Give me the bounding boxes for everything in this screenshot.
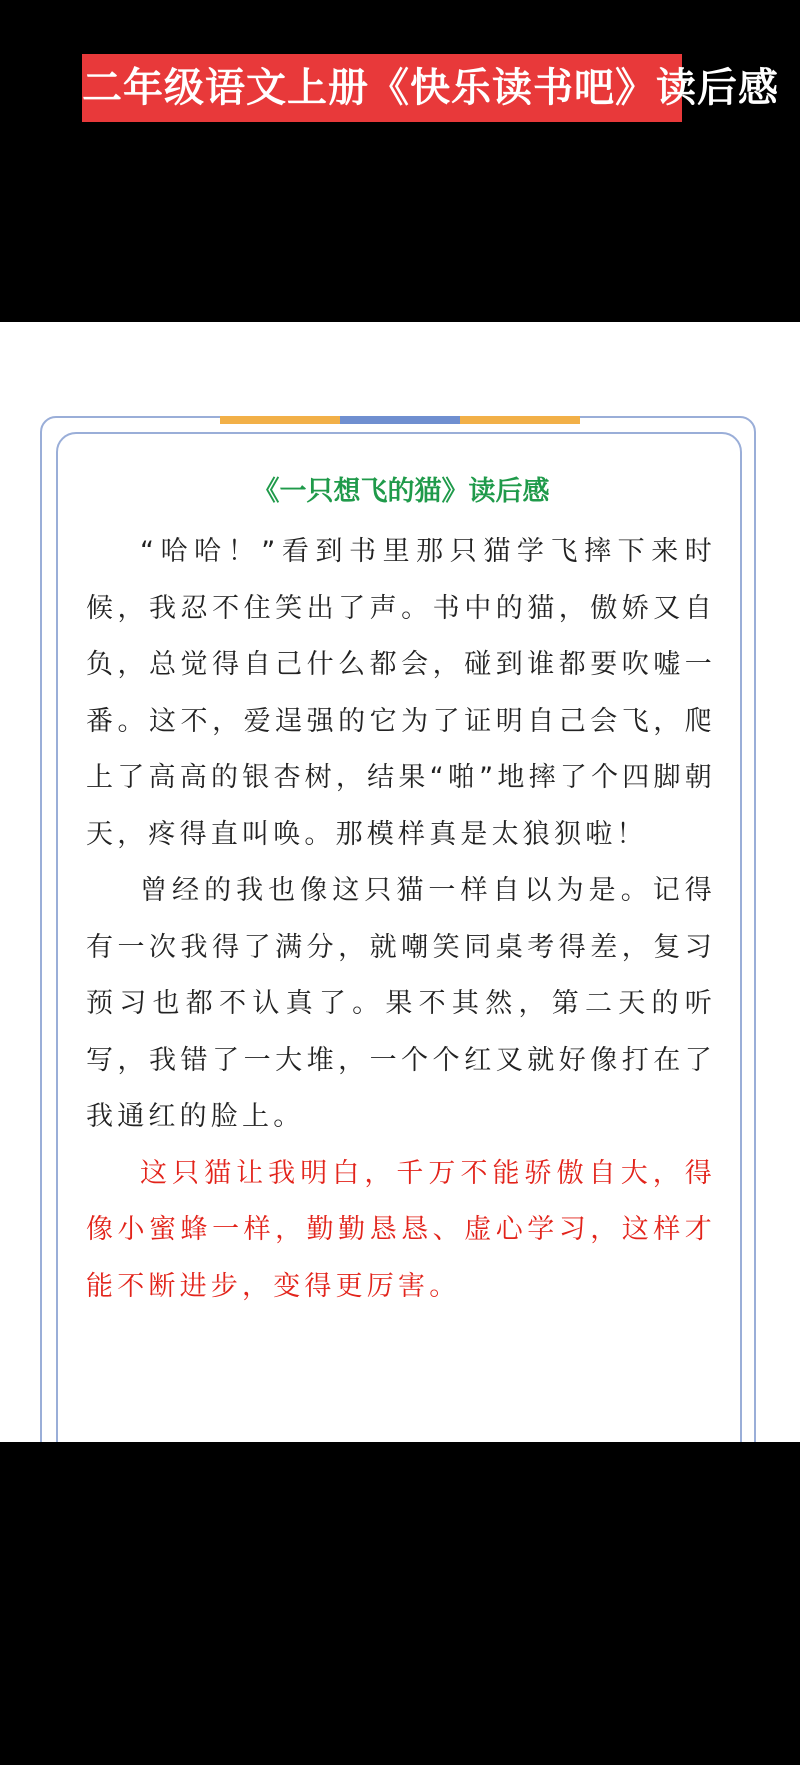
decor-strip-right — [460, 416, 580, 424]
paragraph-1: “哈哈！”看到书里那只猫学飞摔下来时候，我忍不住笑出了声。书中的猫，傲娇又自负，总觉得自己什么都会，碰到谁都要吹嘘一番。这不，爱逞强的它为了证明自己会飞，爬上了高高的银杏树，结果“啪”地摔了个四脚朝天，疼得直叫唤。那模样真是太狼狈啦！ — [86, 536, 716, 850]
decor-strip-center — [340, 416, 460, 424]
article-content — [86, 472, 716, 1315]
article-page — [0, 322, 800, 1442]
paragraph-conclusion: 这只猫让我明白，千万不能骄傲自大，得像小蜜蜂一样，勤勤恳恳、虚心学习，这样才能不断进步，变得更厉害。 — [86, 1157, 716, 1302]
article-heading: 《一只想飞的猫》读后感 — [252, 476, 550, 507]
title-banner: 二年级语文上册《快乐读书吧》读后感 — [82, 54, 682, 122]
top-black-band — [0, 0, 800, 322]
decor-strip-left — [220, 416, 340, 424]
paragraph-2: 曾经的我也像这只猫一样自以为是。记得有一次我得了满分，就嘲笑同桌考得差，复习预习也都不认真了。果不其然，第二天的听写，我错了一大堆，一个个红叉就好像打在了我通红的脸上。 — [86, 875, 716, 1132]
bottom-black-band — [0, 1442, 800, 1765]
